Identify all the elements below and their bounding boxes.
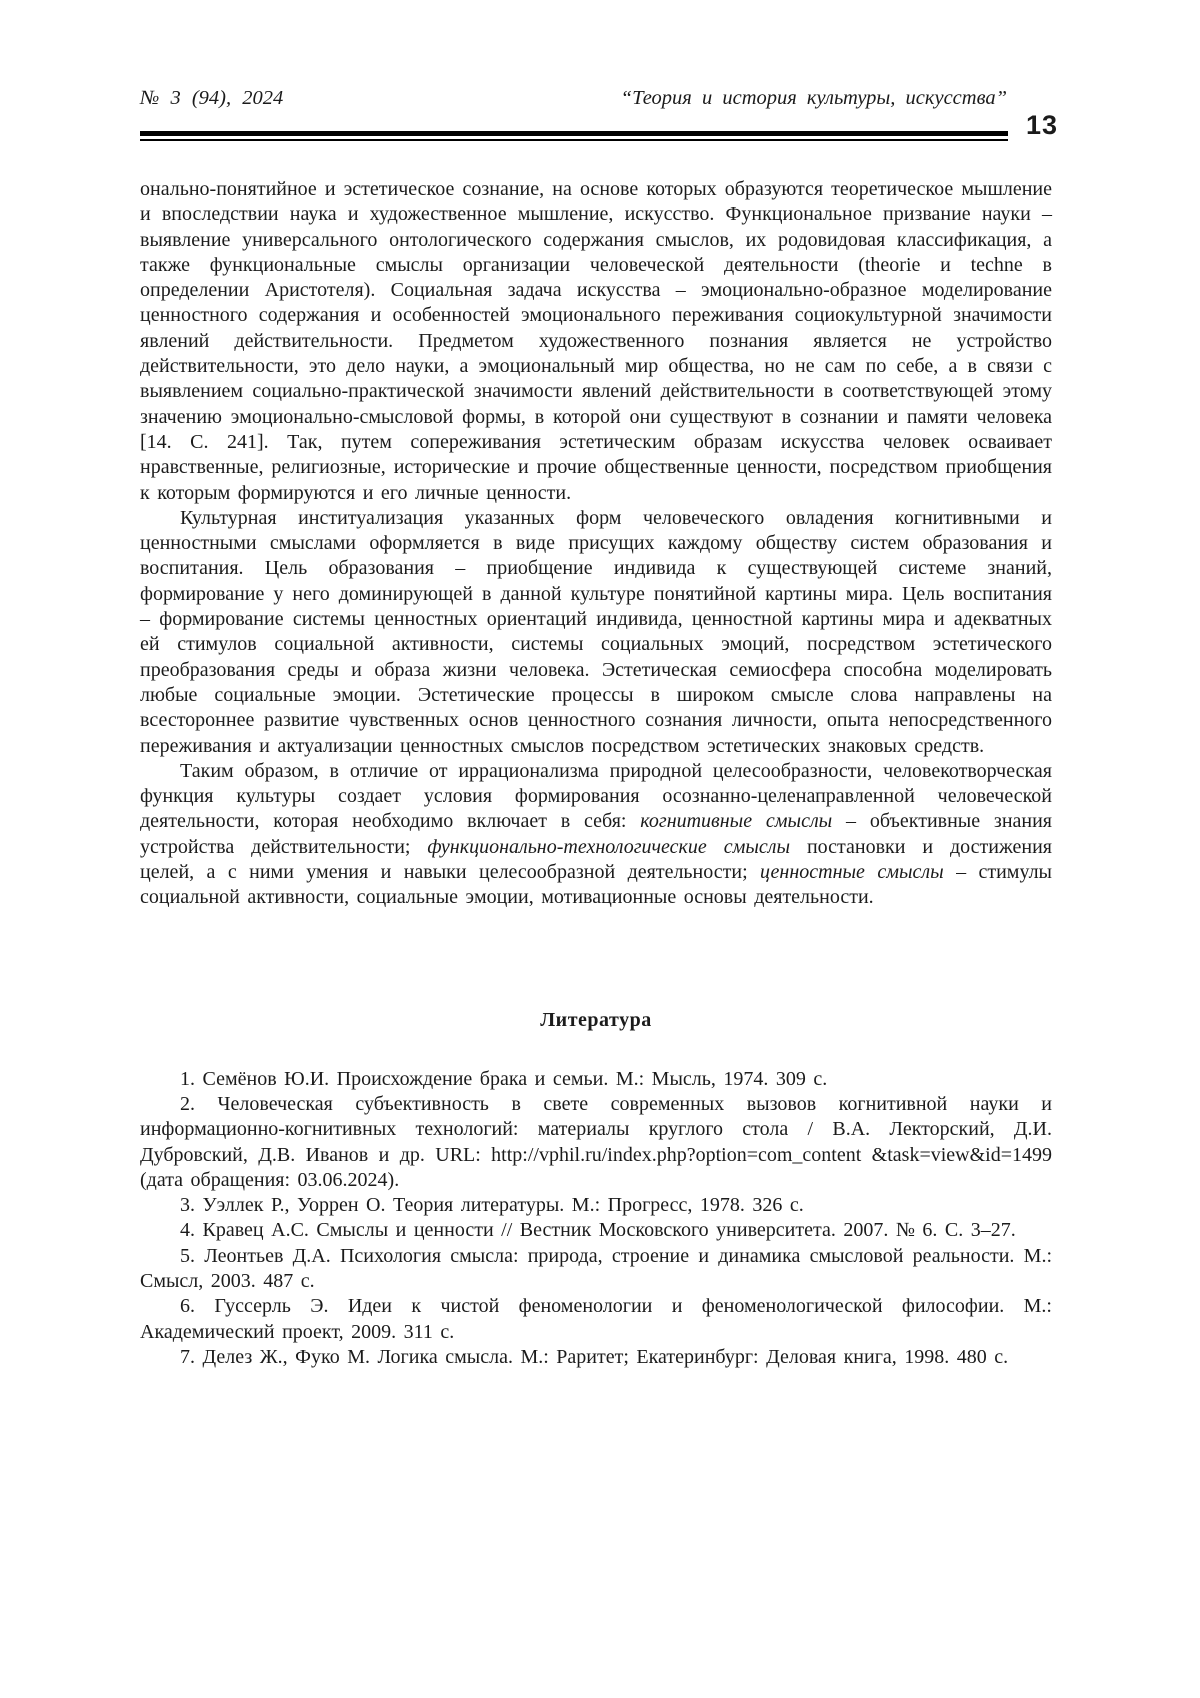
reference-item: 2. Человеческая субъективность в свете современных вызовов когнитивной науки и информационно-когнитивных технологий: материалы круглого стола / В.А. Лекторский, Д.И. Дубровский, Д.В. Иванов и др. URL: http://vphil.ru/index.php?option=com_content &task=view&id=1499 (дата обращения: 03.06.2024). [140,1092,1052,1191]
reference-item: 4. Кравец А.С. Смыслы и ценности // Вестник Московского университета. 2007. № 6. С. 3–27. [180,1219,1016,1242]
paragraph-text: постановки и достижения целей, а с ними умения и навыки целесообразной деятельности; [140,835,1052,884]
header-rule-thin-line [140,139,1008,141]
article-body [140,177,1052,1370]
paragraph-text: Культурная институализация указанных форм человеческого овладения когнитивными и ценностными смыслами оформляется в виде присущих каждому обществу систем образования и воспитания. Цель образования – приобщение индивида к существующей системе знаний, формирование у него доминирующей в данной культуре понятийной картины мира. Цель воспитания – формирование системы ценностных ориентаций индивида, ценностной картины мира и адекватных ей стимулов социальной активности, системы социальных эмоций, посредством эстетического преобразования среды и образа жизни человека. Эстетическая семиосфера способна моделировать любые социальные эмоции. Эстетические процессы в широком смысле слова направлены на всестороннее развитие чувственных основ ценностного сознания личности, опыта непосредственного переживания и актуализации ценностных смыслов посредством эстетических знаковых средств. [140,506,1052,757]
body-paragraph [140,177,1052,506]
header-rule-thick-line [140,131,1008,136]
paragraph-text: онально-понятийное и эстетическое сознание, на основе которых образуются теоретическое мышление и впоследствии наука и художественное мышление, искусство. Функциональное призвание науки – выявление универсального онтологического содержания смыслов, их родовидовая классификация, а также функциональные смыслы организации человеческой деятельности (theorie и techne в определении Аристотеля). Социальная задача искусства – эмоционально-образное моделирование ценностного содержания и особенностей эмоционального переживания социокультурной значимости явлений действительности. Предметом художественного познания является не устройство действительности, это дело науки, а эмоциональный мир общества, но не сам по себе, а в связи с выявлением социально-практической значимости явлений действительности в соответствующей этому значению эмоционально-смысловой формы, в которой они существуют в сознании и памяти человека [14. С. 241]. Так, путем сопереживания эстетическим образам искусства человек осваивает нравственные, религиозные, исторические и прочие общественные ценности, посредством приобщения к которым формируются и его личные ценности. [140,178,1052,504]
references-list [140,1067,1052,1371]
journal-issue-label: № 3 (94), 2024 [140,87,284,109]
running-head [140,86,1007,110]
paragraph-text: – стимулы социальной активности, социальные эмоции, мотивационные основы деятельности. [140,861,1052,909]
body-paragraphs [140,177,1052,911]
emphasized-term: функционально-технологические смыслы [427,835,791,858]
reference-item: 5. Леонтьев Д.А. Психология смысла: природа, строение и динамика смысловой реальности. М.: Смысл, 2003. 487 с. [140,1244,1052,1292]
emphasized-term: когнитивные смыслы [640,810,833,833]
page-number: 13 [1026,110,1059,140]
journal-section-title: “Теория и история культуры, искусства” [620,87,1007,109]
reference-item: 6. Гуссерль Э. Идеи к чистой феноменологии и феноменологической философии. М.: Академический проект, 2009. 311 с. [140,1295,1052,1343]
body-paragraph [140,506,1052,759]
reference-item: 7. Делез Ж., Фуко М. Логика смысла. М.: Раритет; Екатеринбург: Деловая книга, 1998. 480 с. [180,1345,1009,1368]
paragraph-text: Таким образом, в отличие от иррационализма природной целесообразности, человекотворческая функция культуры создает условия формирования осознанно-целенаправленной человеческой деятельности, которая необходимо включает в себя: [140,759,1052,833]
emphasized-term: ценностные смыслы [760,861,944,884]
reference-item: 1. Семёнов Ю.И. Происхождение брака и семьи. М.: Мысль, 1974. 309 с. [180,1067,828,1090]
body-paragraph [140,759,1052,911]
reference-item: 3. Уэллек Р., Уоррен О. Теория литературы. М.: Прогресс, 1978. 326 с. [180,1194,804,1217]
literature-heading: Литература [540,1008,652,1031]
header-rule [140,131,1008,141]
paragraph-text: – объективные знания устройства действительности; [140,810,1053,858]
